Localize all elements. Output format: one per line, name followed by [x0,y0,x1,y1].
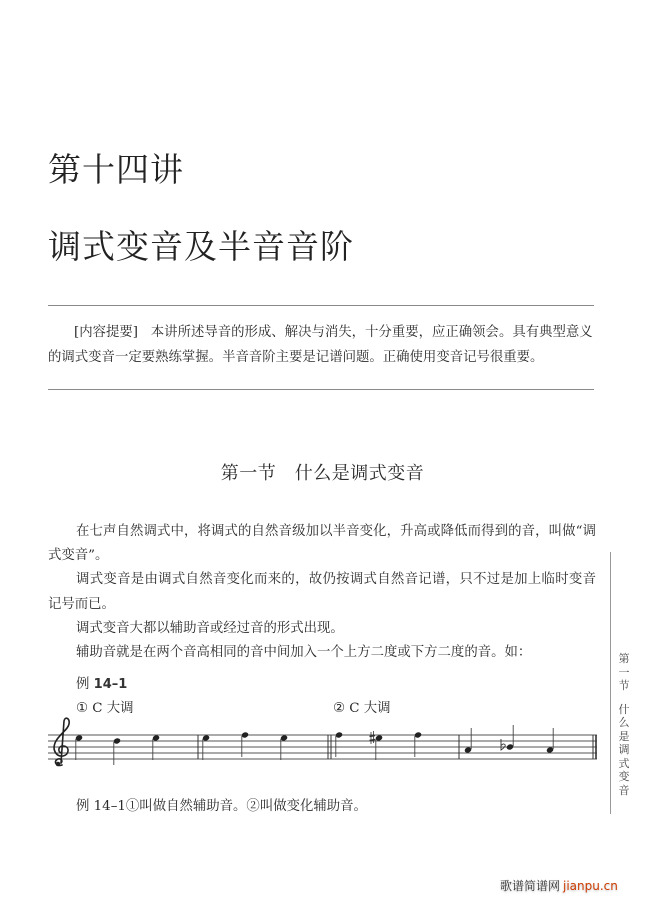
measure-4 [464,725,554,754]
measure-2 [202,731,288,760]
paragraph-3: 调式变音大都以辅助音或经过音的形式出现。 [76,620,344,636]
side-tab-gap [615,693,633,703]
caption-text: ①叫做自然辅助音。②叫做变化辅助音。 [125,799,367,814]
watermark [500,877,618,894]
summary-label: [内容提要] [74,325,139,340]
paragraph-4: 辅助音就是在两个音高相同的音中间加入一个上方二度或下方二度的音。如： [76,645,532,661]
side-tab-char: 一 [618,665,630,679]
chapter-title: 调式变音及半音音阶 [48,227,354,266]
summary-bottom-rule [48,389,594,390]
watermark-name: 歌谱简谱网 [500,879,561,893]
side-tab-rule [610,552,611,814]
measure-1 [75,734,160,765]
part1-key-label: ① C 大调 [76,701,134,716]
side-tab-char: 变 [618,770,630,783]
side-tab-char: 是 [618,729,630,743]
sharp-icon [370,731,376,744]
part2-key-label: ② C 大调 [333,701,391,716]
watermark-site: jianpu.cn [563,879,618,893]
side-tab-label [615,652,633,797]
paragraph-2: 调式变音是由调式自然音变化而来的，故仍按调式自然音记谱，只不过是加上临时变音记号而已。 [48,572,596,612]
summary-block [48,320,594,370]
body-text [48,520,596,665]
example-number: 14–1 [93,677,128,692]
side-tab-char: 节 [618,679,630,692]
side-tab-char: 第 [618,652,630,665]
side-tab-char: 式 [618,756,630,770]
side-tab-char: 音 [618,783,630,797]
staff-lines [48,735,597,759]
summary-line-1 [48,320,594,345]
side-tab-char: 么 [618,716,630,729]
summary-top-rule [48,305,594,306]
caption-number: 14–1 [93,799,126,814]
caption-prefix: 例 [76,799,90,814]
paragraph-1: 在七声自然调式中，将调式的自然音级加以半音变化，升高或降低而得到的音，叫做“调式变音”。 [48,524,596,564]
example-label [76,673,127,692]
summary-text-1: 本讲所述导音的形成、解决与消失，十分重要，应正确领会。具有典型意义 [150,325,593,340]
chapter-number: 第十四讲 [48,150,184,189]
example-caption [76,795,367,814]
side-tab-char: 调 [618,743,630,756]
side-tab-char: 什 [618,702,630,716]
music-staff [44,715,604,775]
summary-line-2: 的调式变音一定要熟练掌握。半音音阶主要是记谱问题。正确使用变音记号很重要。 [48,350,544,365]
example-prefix: 例 [76,677,90,692]
section-title: 第一节 什么是调式变音 [220,463,425,484]
